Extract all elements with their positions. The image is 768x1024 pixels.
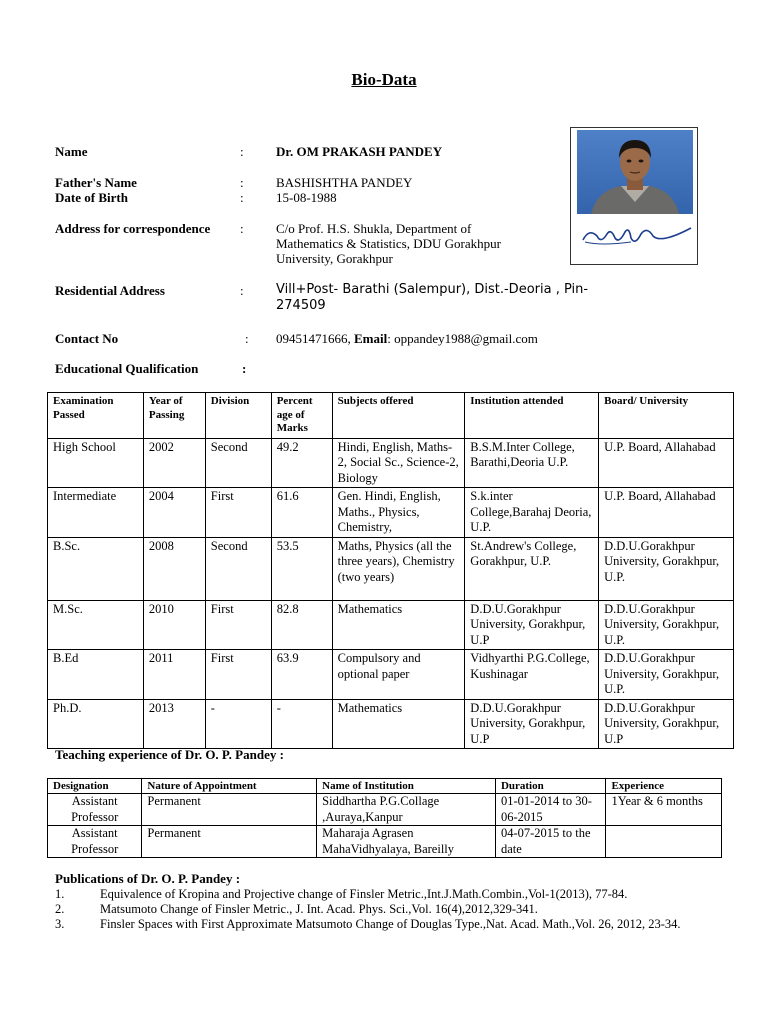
address-line: Mathematics & Statistics, DDU Gorakhpur (276, 236, 501, 251)
header-subjects: Subjects offered (332, 393, 465, 439)
publication-number: 3. (55, 917, 65, 931)
teaching-table (47, 778, 722, 858)
colon: : (240, 221, 244, 236)
publication-number: 1. (55, 887, 65, 901)
table-cell: 01-01-2014 to 30-06-2015 (495, 794, 605, 826)
header-duration: Duration (495, 779, 605, 794)
table-cell: U.P. Board, Allahabad (599, 438, 734, 488)
email-label: Email (354, 331, 388, 346)
table-row (48, 488, 734, 538)
education-heading: Educational Qualification (55, 361, 199, 376)
dob-label: Date of Birth (55, 190, 128, 205)
table-row (48, 826, 722, 858)
colon: : (240, 283, 244, 298)
table-cell: Mathematics (332, 600, 465, 650)
table-cell: D.D.U.Gorakhpur University, Gorakhpur, U.P. (599, 600, 734, 650)
address-line: 274509 (276, 298, 326, 313)
dob-value: 15-08-1988 (276, 190, 337, 205)
publication-text: Matsumoto Change of Finsler Metric., J. Int. Acad. Phys. Sci.,Vol. 16(4),2012,329-341. (100, 902, 538, 916)
header-nature: Nature of Appointment (142, 779, 317, 794)
table-cell: Second (205, 438, 271, 488)
teaching-heading: Teaching experience of Dr. O. P. Pandey : (55, 747, 284, 762)
page-title: Bio-Data (351, 70, 417, 89)
table-cell: Second (205, 537, 271, 600)
table-row (48, 438, 734, 488)
contact-label: Contact No (55, 331, 119, 346)
table-cell: Mathematics (332, 699, 465, 749)
list-item (55, 917, 715, 932)
address-line: C/o Prof. H.S. Shukla, Department of (276, 221, 472, 236)
publications-heading: Publications of Dr. O. P. Pandey : (55, 871, 241, 886)
table-cell: 2010 (143, 600, 205, 650)
table-cell: S.k.inter College,Barahaj Deoria, U.P. (465, 488, 599, 538)
address-line: University, Gorakhpur (276, 251, 393, 266)
table-cell: Assistant Professor (48, 794, 142, 826)
phone-number: 09451471666, (276, 331, 351, 346)
table-cell: Ph.D. (48, 699, 144, 749)
contact-value (276, 331, 538, 346)
table-cell: 63.9 (271, 650, 332, 700)
table-cell: B.S.M.Inter College, Barathi,Deoria U.P. (465, 438, 599, 488)
table-cell: 04-07-2015 to the date (495, 826, 605, 858)
table-cell: Intermediate (48, 488, 144, 538)
header-percentage: Percent age of Marks (271, 393, 332, 439)
table-cell: 2002 (143, 438, 205, 488)
table-cell: M.Sc. (48, 600, 144, 650)
colon: : (240, 190, 244, 205)
table-cell: Maharaja Agrasen MahaVidhyalaya, Bareilly (317, 826, 496, 858)
list-item (55, 902, 715, 917)
table-header-row (48, 393, 734, 439)
table-cell: 53.5 (271, 537, 332, 600)
table-row (48, 537, 734, 600)
residential-address-value (276, 282, 588, 314)
portrait-image (571, 128, 697, 264)
colon: : (240, 144, 244, 159)
profile-photo (570, 127, 698, 265)
table-row (48, 794, 722, 826)
table-cell: D.D.U.Gorakhpur University, Gorakhpur, U.P. (599, 650, 734, 700)
table-cell: - (271, 699, 332, 749)
header-institution: Name of Institution (317, 779, 496, 794)
correspondence-address-label: Address for correspondence (55, 221, 211, 236)
header-designation: Designation (48, 779, 142, 794)
publication-text: Finsler Spaces with First Approximate Matsumoto Change of Douglas Type.,Nat. Acad. Math.,Vol. 26, 2012, 23-34. (100, 917, 681, 931)
correspondence-address-value (276, 221, 501, 266)
table-cell: D.D.U.Gorakhpur University, Gorakhpur, U.P. (599, 537, 734, 600)
residential-address-label: Residential Address (55, 283, 165, 298)
table-cell: Permanent (142, 826, 317, 858)
publication-text: Equivalence of Kropina and Projective change of Finsler Metric.,Int.J.Math.Combin.,Vol-1(2013), 77-84. (100, 887, 628, 901)
header-institution: Institution attended (465, 393, 599, 439)
table-cell: B.Sc. (48, 537, 144, 600)
table-cell: Permanent (142, 794, 317, 826)
colon: : (242, 361, 247, 376)
table-header-row (48, 779, 722, 794)
list-item (55, 887, 715, 902)
father-name-value: BASHISHTHA PANDEY (276, 175, 413, 190)
table-cell: 1Year & 6 months (606, 794, 722, 826)
table-cell: First (205, 650, 271, 700)
table-cell: Gen. Hindi, English, Maths., Physics, Chemistry, (332, 488, 465, 538)
table-cell: Compulsory and optional paper (332, 650, 465, 700)
table-cell: Assistant Professor (48, 826, 142, 858)
table-cell: Siddhartha P.G.Collage ,Auraya,Kanpur (317, 794, 496, 826)
table-cell: D.D.U.Gorakhpur University, Gorakhpur, U.P (599, 699, 734, 749)
header-board: Board/ University (599, 393, 734, 439)
colon: : (240, 175, 244, 190)
table-cell: St.Andrew's College, Gorakhpur, U.P. (465, 537, 599, 600)
education-table (47, 392, 734, 749)
table-cell: D.D.U.Gorakhpur University, Gorakhpur, U.P (465, 699, 599, 749)
colon: : (245, 331, 249, 346)
table-row (48, 650, 734, 700)
table-cell: D.D.U.Gorakhpur University, Gorakhpur, U.P (465, 600, 599, 650)
table-cell (606, 826, 722, 858)
table-cell: 61.6 (271, 488, 332, 538)
table-cell: - (205, 699, 271, 749)
table-cell: Maths, Physics (all the three years), Chemistry (two years) (332, 537, 465, 600)
header-division: Division (205, 393, 271, 439)
publication-number: 2. (55, 902, 65, 916)
table-row (48, 600, 734, 650)
table-cell: 82.8 (271, 600, 332, 650)
publications-list (55, 887, 715, 932)
table-cell: U.P. Board, Allahabad (599, 488, 734, 538)
table-cell: Vidhyarthi P.G.College, Kushinagar (465, 650, 599, 700)
table-cell: High School (48, 438, 144, 488)
name-label: Name (55, 144, 88, 159)
address-line: Vill+Post- Barathi (Salempur), Dist.-Deoria , Pin- (276, 282, 589, 297)
table-cell: 2011 (143, 650, 205, 700)
table-cell: 2004 (143, 488, 205, 538)
table-cell: 2013 (143, 699, 205, 749)
header-examination: Examination Passed (48, 393, 144, 439)
table-cell: First (205, 488, 271, 538)
table-cell: B.Ed (48, 650, 144, 700)
father-name-label: Father's Name (55, 175, 137, 190)
table-cell: Hindi, English, Maths-2, Social Sc., Science-2, Biology (332, 438, 465, 488)
header-experience: Experience (606, 779, 722, 794)
table-cell: 2008 (143, 537, 205, 600)
table-cell: First (205, 600, 271, 650)
name-value: Dr. OM PRAKASH PANDEY (276, 144, 443, 159)
table-row (48, 699, 734, 749)
table-cell: 49.2 (271, 438, 332, 488)
header-year: Year of Passing (143, 393, 205, 439)
email-address: : oppandey1988@gmail.com (387, 331, 538, 346)
